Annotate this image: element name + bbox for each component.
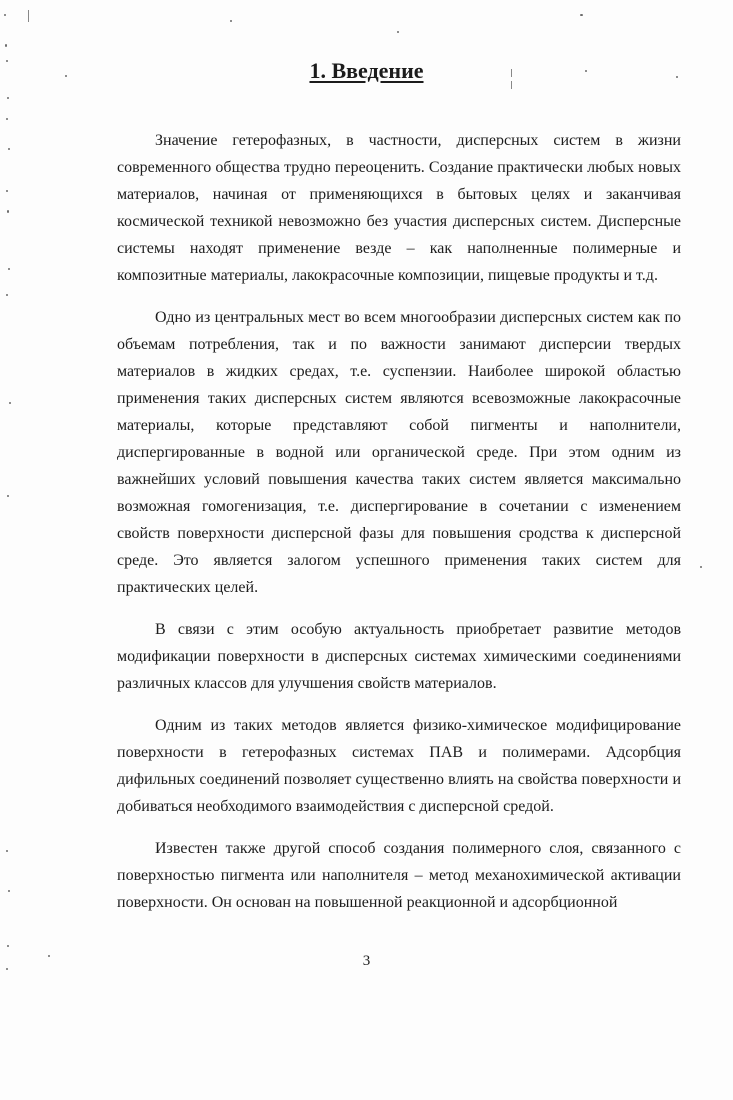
paragraph: Известен также другой способ создания полимерного слоя, связанного с поверхностью пигмента или наполнителя – метод механохимической активации поверхности. Он основан на повышенной реакционной и адсорбционной [117,840,681,911]
paragraph: Значение гетерофазных, в частности, дисперсных систем в жизни современного общества трудно переоценить. Создание практически любых новых материалов, начиная от применяющихся в бытовых целях и заканчивая космической техникой невозможно без участия дисперсных систем. Дисперсные системы находят применение везде – как наполненные полимерные и композитные материалы, лакокрасочные композиции, пищевые продукты и т.д. [117,132,681,284]
body-text [117,127,681,931]
paragraph: В связи с этим особую актуальность приобретает развитие методов модификации поверхности в дисперсных системах химическими соединениями различных классов для улучшения свойств материалов. [117,621,681,692]
paragraph: Одно из центральных мест во всем многообразии дисперсных систем как по объемам потребления, так и по важности занимают дисперсии твердых материалов в жидких средах, т.е. суспензии. Наиболее широкой областью применения таких дисперсных систем являются всевозможные лакокрасочные материалы, которые представляют собой пигменты и наполнители, диспергированные в водной или органической среде. При этом одним из важнейших условий повышения качества таких систем является максимально возможная гомогенизация, т.е. диспергирование в сочетании с изменением свойств поверхности дисперсной фазы для повышения сродства к дисперсной среде. Это является залогом успешного применения таких систем для практических целей. [117,309,681,596]
page-title: 1. Введение [309,58,424,83]
paragraph: Одним из таких методов является физико-химическое модифицирование поверхности в гетерофазных системах ПАВ и полимерами. Адсорбция дифильных соединений позволяет существенно влиять на свойства поверхности и добиваться необходимого взаимодействия с дисперсной средой. [117,717,681,815]
page-number: 3 [362,953,371,969]
